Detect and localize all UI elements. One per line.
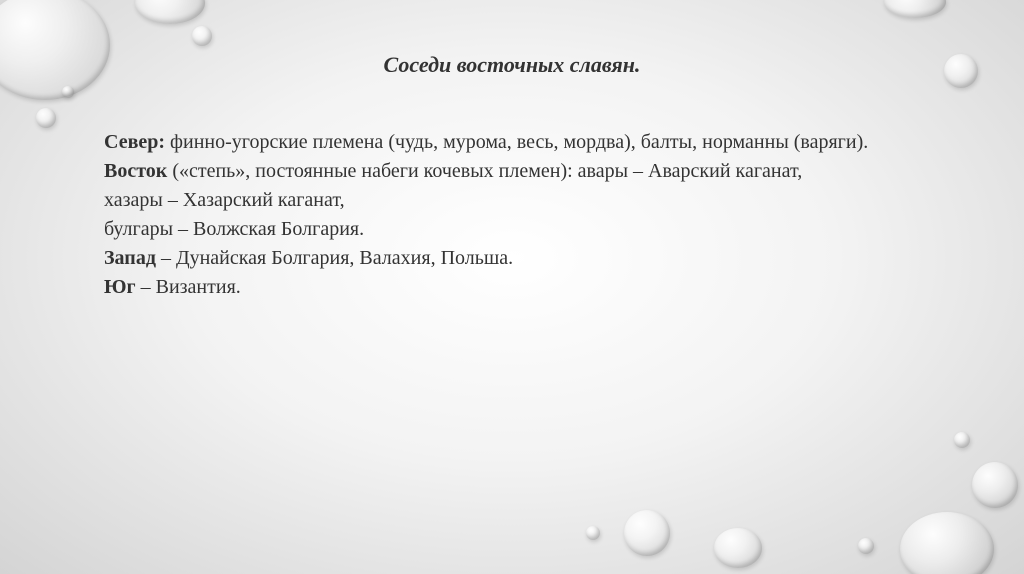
water-drop-decoration <box>954 432 970 448</box>
water-drop-decoration <box>192 26 212 46</box>
water-drop-decoration <box>135 0 205 24</box>
east-text: («степь», постоянные набеги кочевых племен): авары – Аварский каганат, <box>167 160 803 182</box>
water-drop-decoration <box>972 462 1018 508</box>
water-drop-decoration <box>900 512 994 574</box>
khazars-line: хазары – Хазарский каганат, <box>104 189 345 211</box>
west-text: – Дунайская Болгария, Валахия, Польша. <box>155 247 514 269</box>
water-drop-decoration <box>858 538 874 554</box>
north-text: финно-угорские племена (чудь, мурома, весь, мордва), балты, норманны (варяги). <box>165 131 869 153</box>
water-drop-decoration <box>586 526 600 540</box>
east-label: Восток <box>104 160 168 182</box>
south-text: – Византия. <box>135 276 241 298</box>
west-paragraph <box>104 244 940 273</box>
water-drop-decoration <box>624 510 670 556</box>
east-paragraph <box>104 157 940 186</box>
water-drop-decoration <box>714 528 762 568</box>
bulgars-line: булгары – Волжская Болгария. <box>104 218 365 240</box>
slide-title: Соседи восточных славян. <box>383 52 641 77</box>
water-drop-decoration <box>884 0 946 18</box>
south-paragraph <box>104 273 940 302</box>
north-paragraph <box>104 128 940 157</box>
north-label: Север: <box>104 131 166 153</box>
water-drop-decoration <box>0 0 110 100</box>
water-drop-decoration <box>62 86 74 98</box>
west-label: Запад <box>104 247 156 269</box>
slide-body <box>104 128 940 302</box>
water-drop-decoration <box>36 108 56 128</box>
south-label: Юг <box>104 276 136 298</box>
